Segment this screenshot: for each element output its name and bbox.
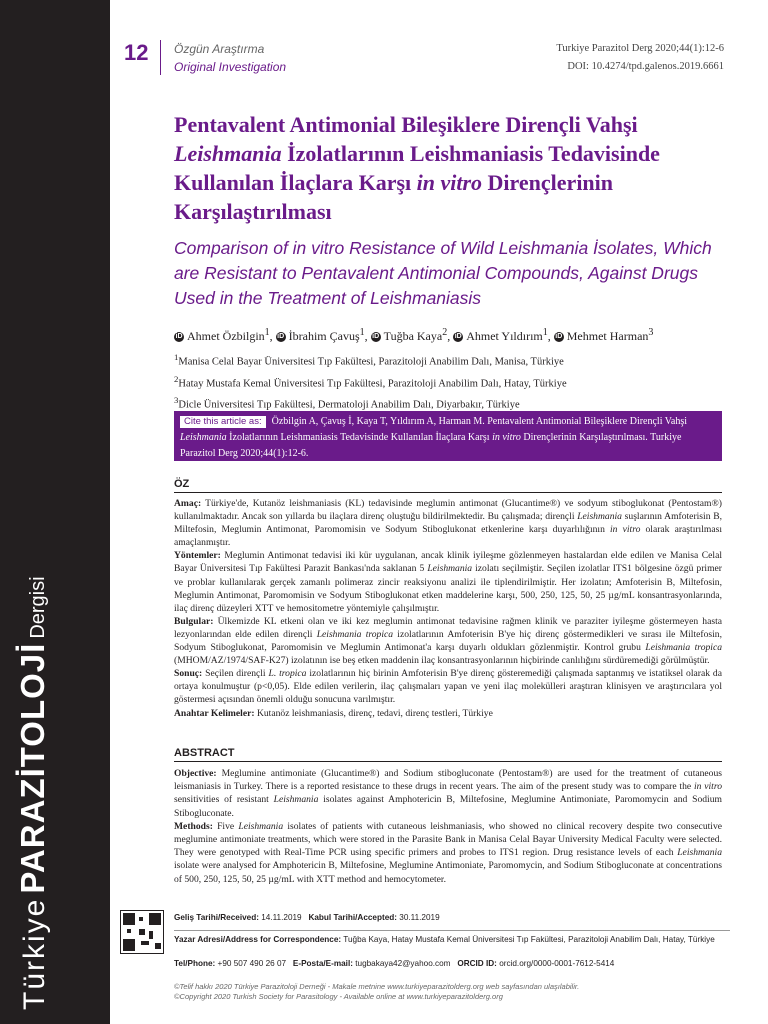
author-separator: , [364, 329, 371, 343]
author[interactable] [276, 329, 371, 343]
orcid-icon[interactable]: iD [175, 333, 183, 341]
cite-text: Dirençlerinin Karşılaştırılması. Turkiye Parazitol Derg 2020;44(1):12-6. [180, 432, 682, 459]
affiliation-number: 1 [174, 352, 179, 362]
author-name: Ahmet Özbilgin [187, 329, 265, 343]
body-italic: Leishmania [273, 794, 319, 806]
title-tr-part: Pentavalent Antimonial Bileşiklere Dirençli Vahşi [174, 112, 638, 137]
title-turkish [174, 110, 714, 226]
author-affiliation-number: 2 [442, 327, 448, 338]
title-english: Comparison of in vitro Resistance of Wild Leishmania İsolates, Which are Resistant to Pentavalent Antimonial Compounds, Against Drugs Used in the Treatment of Leishmaniasis [174, 238, 712, 308]
journal-meta [556, 40, 724, 76]
journal-brand-vertical [14, 576, 52, 1010]
cite-label: Cite this article as: [180, 416, 266, 428]
journal-sidebar [0, 0, 110, 1024]
received-label: Geliş Tarihi/Received: [174, 913, 259, 922]
email-label: E-Posta/E-mail: [292, 959, 353, 968]
author-affiliation-number: 1 [542, 327, 548, 338]
qr-code[interactable] [120, 910, 164, 954]
body-italic: in vitro [693, 781, 723, 793]
cite-italic: in vitro [492, 432, 521, 443]
oz-body [174, 497, 722, 720]
orcid-icon[interactable]: iD [454, 333, 462, 341]
author-separator: , [547, 329, 554, 343]
author-name: İbrahim Çavuş [288, 329, 360, 343]
keywords-text: Kutanöz leishmaniasis, direnç, tedavi, direnç testleri, Türkiye [254, 707, 493, 719]
body-text: Seçilen dirençli [202, 668, 269, 680]
section-label: Anahtar Kelimeler: [174, 707, 255, 719]
title-tr-italic: in vitro [416, 170, 483, 195]
oz-anahtar-kelimeler [174, 707, 722, 720]
body-text: izolatlarının hiç birinin Amfoterisin B'ye direnç gösteremediği çalışmada saptanmış ve istatiksel olarak da ortaya konulmuştur (p<0,05). Elde edilen verilerin, ilaç çalışmaları yapan ve yeni ilaç molekülleri araştıran klinisyen ve araştırıcılara yol göstermesi açısından önemli olduğu sonucuna varılmıştır. [174, 668, 722, 706]
section-label: Amaç: [174, 498, 202, 509]
brand-dergisi: Dergisi [27, 576, 49, 639]
affiliation-text: Manisa Celal Bayar Üniversitesi Tıp Fakültesi, Parazitoloji Anabilim Dalı, Manisa, Türkiye [178, 356, 564, 368]
copyright [174, 982, 730, 1002]
orcid-icon[interactable]: iD [555, 333, 563, 341]
affiliation-list [174, 349, 734, 414]
body-italic: L. tropica [268, 668, 307, 680]
author-affiliation-number: 3 [648, 327, 654, 338]
article-type [174, 40, 286, 76]
abstract-body [174, 767, 722, 886]
body-text: Türkiye'de, Kutanöz leishmaniasis (KL) tedavisinde meglumin antimonat (Glucantime®) ve sodyum stiboglukonat (Pentostam®) kullanılmaktadır. Ancak son yıllarda bu ilaçlara direnç oluştuğu bildirilmektedir. Bu çalışmada; dirençli [174, 498, 722, 523]
body-text: isolate were analysed for Amphotericin B, Miltefosine, Meglumine Antimoniate, Paromomycin, and Sodium Stibogluconate at concentrations of 500, 250, 125, 50, 25 µg/mL with XTT method and hemocytometer. [174, 860, 722, 885]
copyright-tr: ©Telif hakkı 2020 Türkiye Parazitoloji Derneği - Makale metnine www.turkiyeparazitolderg.org web sayfasından ulaşılabilir. [174, 982, 580, 991]
body-text: Ülkemizde KL etkeni olan ve iki kez meglumin antimonat tedavisine rağmen klinik ve paraziter iyileşme göstermeyen hasta lezyonlarından elde edilen dirençli [174, 615, 722, 640]
author-name: Tuğba Kaya [383, 329, 443, 343]
author-name: Ahmet Yıldırım [466, 329, 543, 343]
abstract-methods [174, 820, 722, 886]
section-label: Methods: [174, 820, 213, 832]
brand-turkiye: Türkiye [18, 897, 51, 1010]
brand-parazitoloji: PARAZİTOLOJİ [14, 642, 51, 894]
author-separator: , [269, 329, 276, 343]
cite-text: İzolatlarının Leishmaniasis Tedavisinde Kullanılan İlaçlara Karşı [226, 432, 493, 443]
oz-heading: ÖZ [174, 478, 722, 493]
title-tr-part: İzolatlarının Leishmaniasis Tedavisinde Kullanılan İlaçlara Karşı [174, 141, 660, 195]
section-label: Bulgular: [174, 615, 214, 627]
abstract-objective [174, 767, 722, 820]
accepted-label: Kabul Tarihi/Accepted: [308, 913, 397, 922]
orcid-icon[interactable]: iD [372, 333, 380, 341]
author-list [174, 325, 734, 344]
body-text: izolatlarının Amfoterisin B'ye hiç direnç göstermedikleri ve sırası ile Miltefosin, Sodyum Stiboglukonat, Paromomisin ve Meglumin Antimonat'a karşı duyarlı oldukları gözlenmiştir. Kontrol grubu [174, 628, 722, 654]
body-text: sensitivities of resistant [174, 794, 274, 806]
body-italic: Leishmania [238, 820, 284, 832]
section-label: Objective: [174, 768, 217, 779]
author[interactable] [371, 329, 454, 343]
header-divider [160, 40, 161, 75]
body-text: Meglumine antimoniate (Glucantime®) and Sodium stibogluconate (Pentostam®) are used for the treatment of cutaneous leismaniasis in Turkey. There is a reported resistance to these drugs in recent years. The aim of the present study was to compare the [174, 768, 722, 793]
citation-box [174, 411, 722, 461]
title-tr-part: Dirençlerinin Karşılaştırılması [174, 170, 614, 224]
accepted-date: 30.11.2019 [399, 913, 440, 922]
journal-citation: Turkiye Parazitol Derg 2020;44(1):12-6 [556, 43, 724, 54]
article-type-tr: Özgün Araştırma [174, 42, 265, 56]
author[interactable] [554, 329, 654, 343]
oz-amac [174, 497, 722, 549]
author[interactable] [174, 329, 276, 343]
body-italic: in vitro [610, 524, 641, 536]
copyright-en: ©Copyright 2020 Turkish Society for Parasitology - Available online at www.turkiyeparazitolderg.org [174, 992, 503, 1001]
address-text: Tuğba Kaya, Hatay Mustafa Kemal Üniversitesi Tıp Fakültesi, Parazitoloji Anabilim Dalı, Hatay, Türkiye [343, 935, 715, 944]
orcid-label: ORCID ID: [457, 959, 497, 968]
author-name: Mehmet Harman [566, 329, 649, 343]
cite-italic: Leishmania [180, 432, 227, 443]
affiliation [174, 371, 734, 393]
affiliation-number: 3 [174, 395, 179, 405]
body-text: olarak araştırılması amaçlanmıştır. [174, 524, 723, 549]
email-link[interactable]: tugbakaya42@yahoo.com [355, 959, 451, 968]
footer-contact [174, 958, 730, 969]
affiliation-text: Hatay Mustafa Kemal Üniversitesi Tıp Fakültesi, Parazitoloji Anabilim Dalı, Hatay, Türkiye [178, 378, 567, 389]
cite-text: Özbilgin A, Çavuş İ, Kaya T, Yıldırım A, Harman M. Pentavalent Antimonial Bileşiklere Dirençli Vahşi [271, 416, 688, 427]
affiliation-number: 2 [174, 373, 179, 384]
affiliation-text: Dicle Üniversitesi Tıp Fakültesi, Dermatoloji Anabilim Dalı, Diyarbakır, Türkiye [178, 399, 520, 411]
body-text: izolatı seçilmiştir. Seçilen izolatlar ITS1 bölgesine özgü primer ve problar kullanılarak gerçek zamanlı polimeraz zincir reaksiyonu analizi ile tiplendirilmiştir. Her izolatın; Amfoterisin B, Miltefosin, Meglumin Antimonat, Paromomisin ve Sodyum Stiboglukonat etken maddelerine karşı, 500, 250, 125, 50, 25 µg/mL konsantrasyonlarında, ilaç direnç düzeyleri XTT ve hemositometre yöntemiyle çalışılmıştır. [174, 563, 722, 614]
oz-sonuc [174, 667, 722, 706]
author[interactable] [453, 329, 554, 343]
author-affiliation-number: 1 [264, 327, 270, 338]
body-text: Meglumin Antimonat tedavisi iki kür uygulanan, ancak klinik iyileşme gözlenmeyen hastalardan elde edilen ve Manisa Celal Bayar Üniversitesi Tıp Fakültesi Parazit Bankası'nda saklanan 5 [174, 550, 722, 575]
title-tr-italic: Leishmania [174, 141, 282, 166]
author-separator: , [447, 329, 454, 343]
orcid-icon[interactable]: iD [277, 333, 285, 341]
body-text: Five [212, 820, 239, 832]
affiliation [174, 349, 734, 371]
abstract-heading: ABSTRACT [174, 747, 722, 762]
body-italic: Leishmania tropica [316, 628, 394, 640]
article-type-en: Original Investigation [174, 60, 287, 74]
footer-address [174, 934, 730, 945]
doi-link[interactable]: DOI: 10.4274/tpd.galenos.2019.6661 [567, 61, 724, 72]
body-text: isolates against Amphotericin B, Miltefosine, Meglumine Antimoniate, Paromomycin and Sodium Stibogluconate. [174, 794, 722, 819]
body-text: isolates of patients with cutaneous leishmaniasis, who showed no clinical recovery despite two consecutive meglumine antimoniate treatments, which were stored in the Parasite Bank in Manisa Celal Bayar University Medical Faculty were selected. They were genotyped with Real-Time PCR using specific primers and probes to ITS1 region. Drug resistance levels of each [174, 820, 723, 859]
page-number: 12 [124, 40, 149, 65]
orcid-link[interactable]: orcid.org/0000-0001-7612-5414 [499, 959, 615, 968]
phone-label: Tel/Phone: [174, 959, 216, 968]
phone-number: +90 507 490 26 07 [217, 959, 287, 968]
body-italic: Leishmania tropica [645, 642, 723, 654]
author-affiliation-number: 1 [359, 327, 365, 338]
oz-yontemler [174, 549, 722, 614]
body-text: (MHOM/AZ/1974/SAF-K27) izolatının ise beş etken maddenin ilaç konsantrasyonlarının hiçbirinde canlılığını sürdüremediği görülmüştür. [174, 655, 710, 667]
section-label: Sonuç: [174, 668, 203, 680]
body-italic: Leishmania [427, 563, 473, 575]
oz-bulgular [174, 615, 722, 667]
received-date: 14.11.2019 [261, 913, 302, 922]
footer-dates [174, 912, 730, 923]
body-italic: Leishmania [677, 847, 722, 859]
body-text: suşlarının Amfoterisin B, Miltefosin, Meglumin Antimonat, Paromomisin ve Sodyum Stiboglukonat etkenlerine karşı duyarlılığının [174, 511, 722, 536]
section-label: Yöntemler: [174, 550, 221, 562]
body-italic: Leishmania [577, 511, 622, 523]
address-label: Yazar Adresi/Address for Correspondence: [174, 935, 342, 944]
footer-divider [174, 930, 730, 931]
